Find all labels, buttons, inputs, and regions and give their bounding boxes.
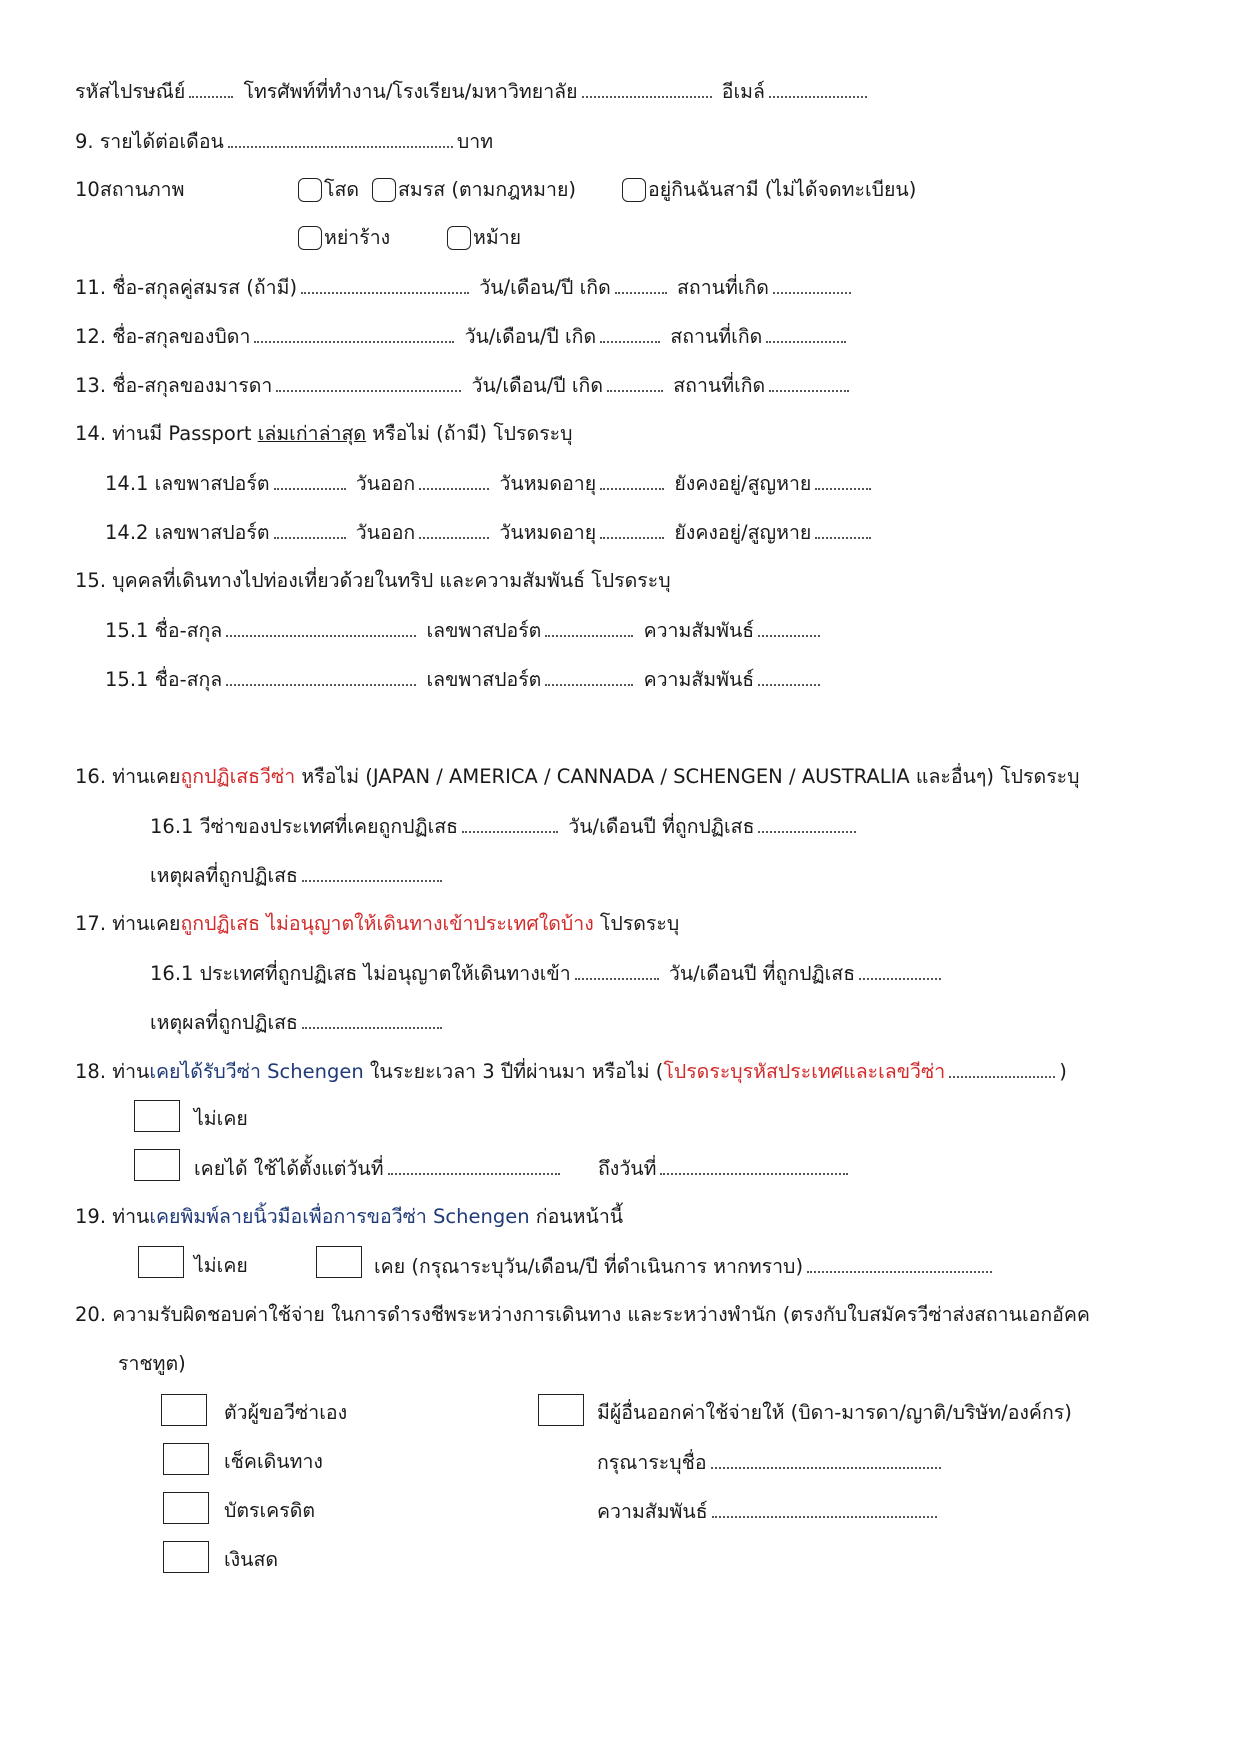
entry-refusal-reason-row	[150, 1009, 446, 1036]
refused-visa-reason-field[interactable]	[302, 862, 442, 882]
father-pob-field[interactable]	[766, 323, 846, 343]
fingerprint-never-checkbox[interactable]	[138, 1246, 184, 1278]
old-passport-text: 14. ท่านมี Passport	[75, 422, 258, 445]
schengen-visa-code-field[interactable]	[949, 1058, 1055, 1078]
postal-phone-email-row	[75, 78, 871, 105]
passport-2-status-label: ยังคงอยู่/สูญหาย	[674, 521, 812, 544]
refused-visa-reason-label: เหตุผลที่ถูกปฏิเสธ	[150, 864, 298, 887]
companion-1-passport-label: เลขพาสปอร์ต	[426, 619, 542, 642]
email-label: อีเมล์	[721, 80, 765, 103]
spouse-pob-field[interactable]	[773, 274, 851, 294]
companion-1-relation-field[interactable]	[758, 617, 820, 637]
refused-visa-country-label: 16.1 วีซ่าของประเทศที่เคยถูกปฏิเสธ	[150, 815, 459, 838]
expense-heading: 20. ความรับผิดชอบค่าใช้จ่าย ในการดำรงชีพระหว่างการเดินทาง และระหว่างพำนัก (ตรงกับใบสมัครวีซ่าส่งสถานเอกอัคค	[75, 1303, 1090, 1326]
widowed-label: หม้าย	[473, 226, 522, 249]
passport-2-number-field[interactable]	[274, 519, 346, 539]
income-field[interactable]	[228, 128, 453, 148]
companion-1-relation-label: ความสัมพันธ์	[643, 619, 755, 642]
schengen-valid-to-label: ถึงวันที่	[598, 1157, 657, 1180]
sponsored-checkbox[interactable]	[538, 1394, 584, 1426]
companion-1-name-label: 15.1 ชื่อ-สกุล	[105, 619, 223, 642]
fingerprint-yes-checkbox[interactable]	[316, 1246, 362, 1278]
fingerprint-heading	[75, 1204, 623, 1230]
entry-refused-country-label: 16.1 ประเทศที่ถูกปฏิเสธ ไม่อนุญาตให้เดินทางเข้า	[150, 962, 571, 985]
postal-code-label: รหัสไปรษณีย์	[75, 80, 186, 103]
father-name-label: 12. ชื่อ-สกุลของบิดา	[75, 325, 251, 348]
companion-1-row	[105, 617, 824, 644]
visa-refusal-text-end: หรือไม่ (JAPAN / AMERICA / CANNADA / SCHENGEN / AUSTRALIA และอื่นๆ) โปรดระบุ	[295, 765, 1080, 788]
visa-refusal-text: 16. ท่านเคย	[75, 765, 181, 788]
sponsor-relation-field[interactable]	[712, 1498, 937, 1518]
fingerprint-yes-row	[374, 1253, 996, 1280]
entry-refusal-text-end: โปรดระบุ	[593, 912, 680, 935]
entry-refused-country-field[interactable]	[575, 960, 659, 980]
companion-1-name-field[interactable]	[226, 617, 416, 637]
schengen-visa-highlight: เคยได้รับวีซ่า Schengen	[149, 1060, 364, 1083]
sponsor-name-field[interactable]	[711, 1449, 941, 1469]
passport-1-issue-label: วันออก	[355, 472, 416, 495]
mother-pob-field[interactable]	[769, 372, 849, 392]
schengen-valid-from-field[interactable]	[388, 1155, 560, 1175]
fingerprint-date-label: เคย (กรุณาระบุวัน/เดือน/ปี ที่ดำเนินการ หากทราบ)	[374, 1255, 804, 1278]
widowed-checkbox[interactable]	[447, 226, 471, 250]
self-paid-label: ตัวผู้ขอวีซ่าเอง	[224, 1401, 348, 1424]
sponsor-relation-row	[597, 1498, 941, 1525]
companion-2-passport-field[interactable]	[545, 666, 633, 686]
income-label: 9. รายได้ต่อเดือน	[75, 130, 224, 153]
visa-refusal-heading	[75, 764, 1080, 790]
schengen-visa-text: 18. ท่าน	[75, 1060, 150, 1083]
schengen-yes-row	[194, 1155, 852, 1182]
entry-refused-reason-label: เหตุผลที่ถูกปฏิเสธ	[150, 1011, 298, 1034]
refused-visa-date-label: วัน/เดือนปี ที่ถูกปฏิเสธ	[568, 815, 755, 838]
marital-status-label: 10สถานภาพ	[75, 178, 185, 201]
mother-dob-field[interactable]	[607, 372, 663, 392]
cash-checkbox[interactable]	[163, 1541, 209, 1573]
spouse-dob-label: วัน/เดือน/ปี เกิด	[479, 276, 611, 299]
married-label: สมรส (ตามกฎหมาย)	[398, 178, 576, 201]
spouse-name-label: 11. ชื่อ-สกุลคู่สมรส (ถ้ามี)	[75, 276, 298, 299]
sponsored-label: มีผู้อื่นออกค่าใช้จ่ายให้ (บิดา-มารดา/ญาติ/บริษัท/องค์กร)	[597, 1401, 1072, 1424]
credit-card-label: บัตรเครดิต	[224, 1499, 316, 1522]
companion-1-passport-field[interactable]	[545, 617, 633, 637]
email-field[interactable]	[769, 78, 867, 98]
postal-code-field[interactable]	[189, 78, 233, 98]
entry-refusal-highlight: ถูกปฏิเสธ ไม่อนุญาตให้เดินทางเข้าประเทศใดบ้าง	[180, 912, 594, 935]
schengen-visa-heading	[75, 1058, 1067, 1085]
credit-card-checkbox[interactable]	[163, 1492, 209, 1524]
baht-label: บาท	[456, 130, 494, 153]
single-checkbox[interactable]	[298, 178, 322, 202]
companion-2-row	[105, 666, 824, 693]
schengen-valid-to-field[interactable]	[660, 1155, 848, 1175]
old-passport-heading	[75, 421, 573, 447]
passport-1-expiry-field[interactable]	[600, 470, 664, 490]
entry-refused-date-label: วัน/เดือนปี ที่ถูกปฏิเสธ	[668, 962, 856, 985]
passport-1-expiry-label: วันหมดอายุ	[499, 472, 597, 495]
passport-1-status-label: ยังคงอยู่/สูญหาย	[674, 472, 812, 495]
entry-refusal-text: 17. ท่านเคย	[75, 912, 181, 935]
passport-2-issue-label: วันออก	[355, 521, 416, 544]
spouse-dob-field[interactable]	[615, 274, 667, 294]
entry-refused-date-field[interactable]	[859, 960, 941, 980]
passport-2-number-label: 14.2 เลขพาสปอร์ต	[105, 521, 270, 544]
fingerprint-text-end: ก่อนหน้านี้	[529, 1205, 624, 1228]
spouse-row	[75, 274, 855, 301]
passport-2-expiry-field[interactable]	[600, 519, 664, 539]
visa-refusal-highlight: ถูกปฏิเสธวีซ่า	[180, 765, 296, 788]
self-paid-checkbox[interactable]	[161, 1394, 207, 1426]
refused-visa-date-field[interactable]	[758, 813, 856, 833]
passport-1-number-label: 14.1 เลขพาสปอร์ต	[105, 472, 270, 495]
sponsor-relation-label: ความสัมพันธ์	[597, 1500, 708, 1523]
mother-dob-label: วัน/เดือน/ปี เกิด	[471, 374, 604, 397]
father-dob-label: วัน/เดือน/ปี เกิด	[464, 325, 597, 348]
work-phone-field[interactable]	[582, 78, 712, 98]
father-name-field[interactable]	[254, 323, 454, 343]
old-passport-text-end: หรือไม่ (ถ้ามี) โปรดระบุ	[366, 422, 573, 445]
mother-name-label: 13. ชื่อ-สกุลของมารดา	[75, 374, 273, 397]
mother-row	[75, 372, 853, 399]
passport-1-issue-field[interactable]	[419, 470, 489, 490]
fingerprint-never-label: ไม่เคย	[194, 1254, 248, 1277]
schengen-valid-from-label: เคยได้ ใช้ได้ตั้งแต่วันที่	[194, 1157, 384, 1180]
sponsor-name-label: กรุณาระบุชื่อ	[597, 1451, 707, 1474]
cohabiting-label: อยู่กินฉันสามี (ไม่ได้จดทะเบียน)	[648, 178, 917, 201]
schengen-visa-text-mid: ในระยะเวลา 3 ปีที่ผ่านมา หรือไม่ (	[363, 1060, 664, 1083]
companion-2-relation-label: ความสัมพันธ์	[643, 668, 755, 691]
fingerprint-text: 19. ท่าน	[75, 1205, 150, 1228]
visa-refusal-reason-row	[150, 862, 446, 889]
single-label: โสด	[324, 178, 360, 201]
travel-cheque-label: เช็คเดินทาง	[224, 1450, 323, 1473]
old-passport-underlined: เล่มเก่าล่าสุด	[257, 422, 367, 445]
work-phone-label: โทรศัพท์ที่ทำงาน/โรงเรียน/มหาวิทยาลัย	[243, 80, 578, 103]
sponsor-name-row	[597, 1449, 945, 1476]
married-checkbox[interactable]	[372, 178, 396, 202]
travel-cheque-checkbox[interactable]	[163, 1443, 209, 1475]
income-row	[75, 128, 493, 155]
companion-2-relation-field[interactable]	[758, 666, 820, 686]
companion-2-name-label: 15.1 ชื่อ-สกุล	[105, 668, 223, 691]
divorced-checkbox[interactable]	[298, 226, 322, 250]
passport-2-expiry-label: วันหมดอายุ	[499, 521, 597, 544]
expense-heading-cont: ราชทูต)	[118, 1352, 186, 1375]
schengen-yes-checkbox[interactable]	[134, 1149, 180, 1181]
entry-refusal-country-row	[150, 960, 945, 987]
mother-name-field[interactable]	[276, 372, 461, 392]
passport-1-row	[105, 470, 875, 497]
spouse-name-field[interactable]	[301, 274, 469, 294]
spouse-pob-label: สถานที่เกิด	[676, 276, 769, 299]
companion-2-name-field[interactable]	[226, 666, 416, 686]
passport-2-row	[105, 519, 875, 546]
schengen-never-checkbox[interactable]	[134, 1100, 180, 1132]
passport-2-issue-field[interactable]	[419, 519, 489, 539]
visa-refusal-country-row	[150, 813, 860, 840]
passport-1-number-field[interactable]	[274, 470, 346, 490]
father-dob-field[interactable]	[600, 323, 660, 343]
entry-refused-reason-field[interactable]	[302, 1009, 442, 1029]
father-pob-label: สถานที่เกิด	[670, 325, 763, 348]
cash-label: เงินสด	[224, 1548, 279, 1571]
companion-2-passport-label: เลขพาสปอร์ต	[426, 668, 542, 691]
cohabiting-checkbox[interactable]	[622, 178, 646, 202]
schengen-visa-instruction: โปรดระบุรหัสประเทศและเลขวีซ่า	[663, 1060, 946, 1083]
fingerprint-highlight: เคยพิมพ์ลายนิ้วมือเพื่อการขอวีซ่า Schengen	[149, 1205, 530, 1228]
passport-2-status-field[interactable]	[815, 519, 871, 539]
mother-pob-label: สถานที่เกิด	[673, 374, 766, 397]
father-row	[75, 323, 850, 350]
schengen-visa-text-end: )	[1059, 1060, 1067, 1083]
passport-1-status-field[interactable]	[815, 470, 871, 490]
entry-refusal-heading	[75, 911, 679, 937]
schengen-never-label: ไม่เคย	[194, 1107, 248, 1130]
companions-heading: 15. บุคคลที่เดินทางไปท่องเที่ยวด้วยในทริป และความสัมพันธ์ โปรดระบุ	[75, 569, 671, 592]
fingerprint-date-field[interactable]	[807, 1253, 992, 1273]
divorced-label: หย่าร้าง	[324, 226, 391, 249]
refused-visa-country-field[interactable]	[462, 813, 558, 833]
